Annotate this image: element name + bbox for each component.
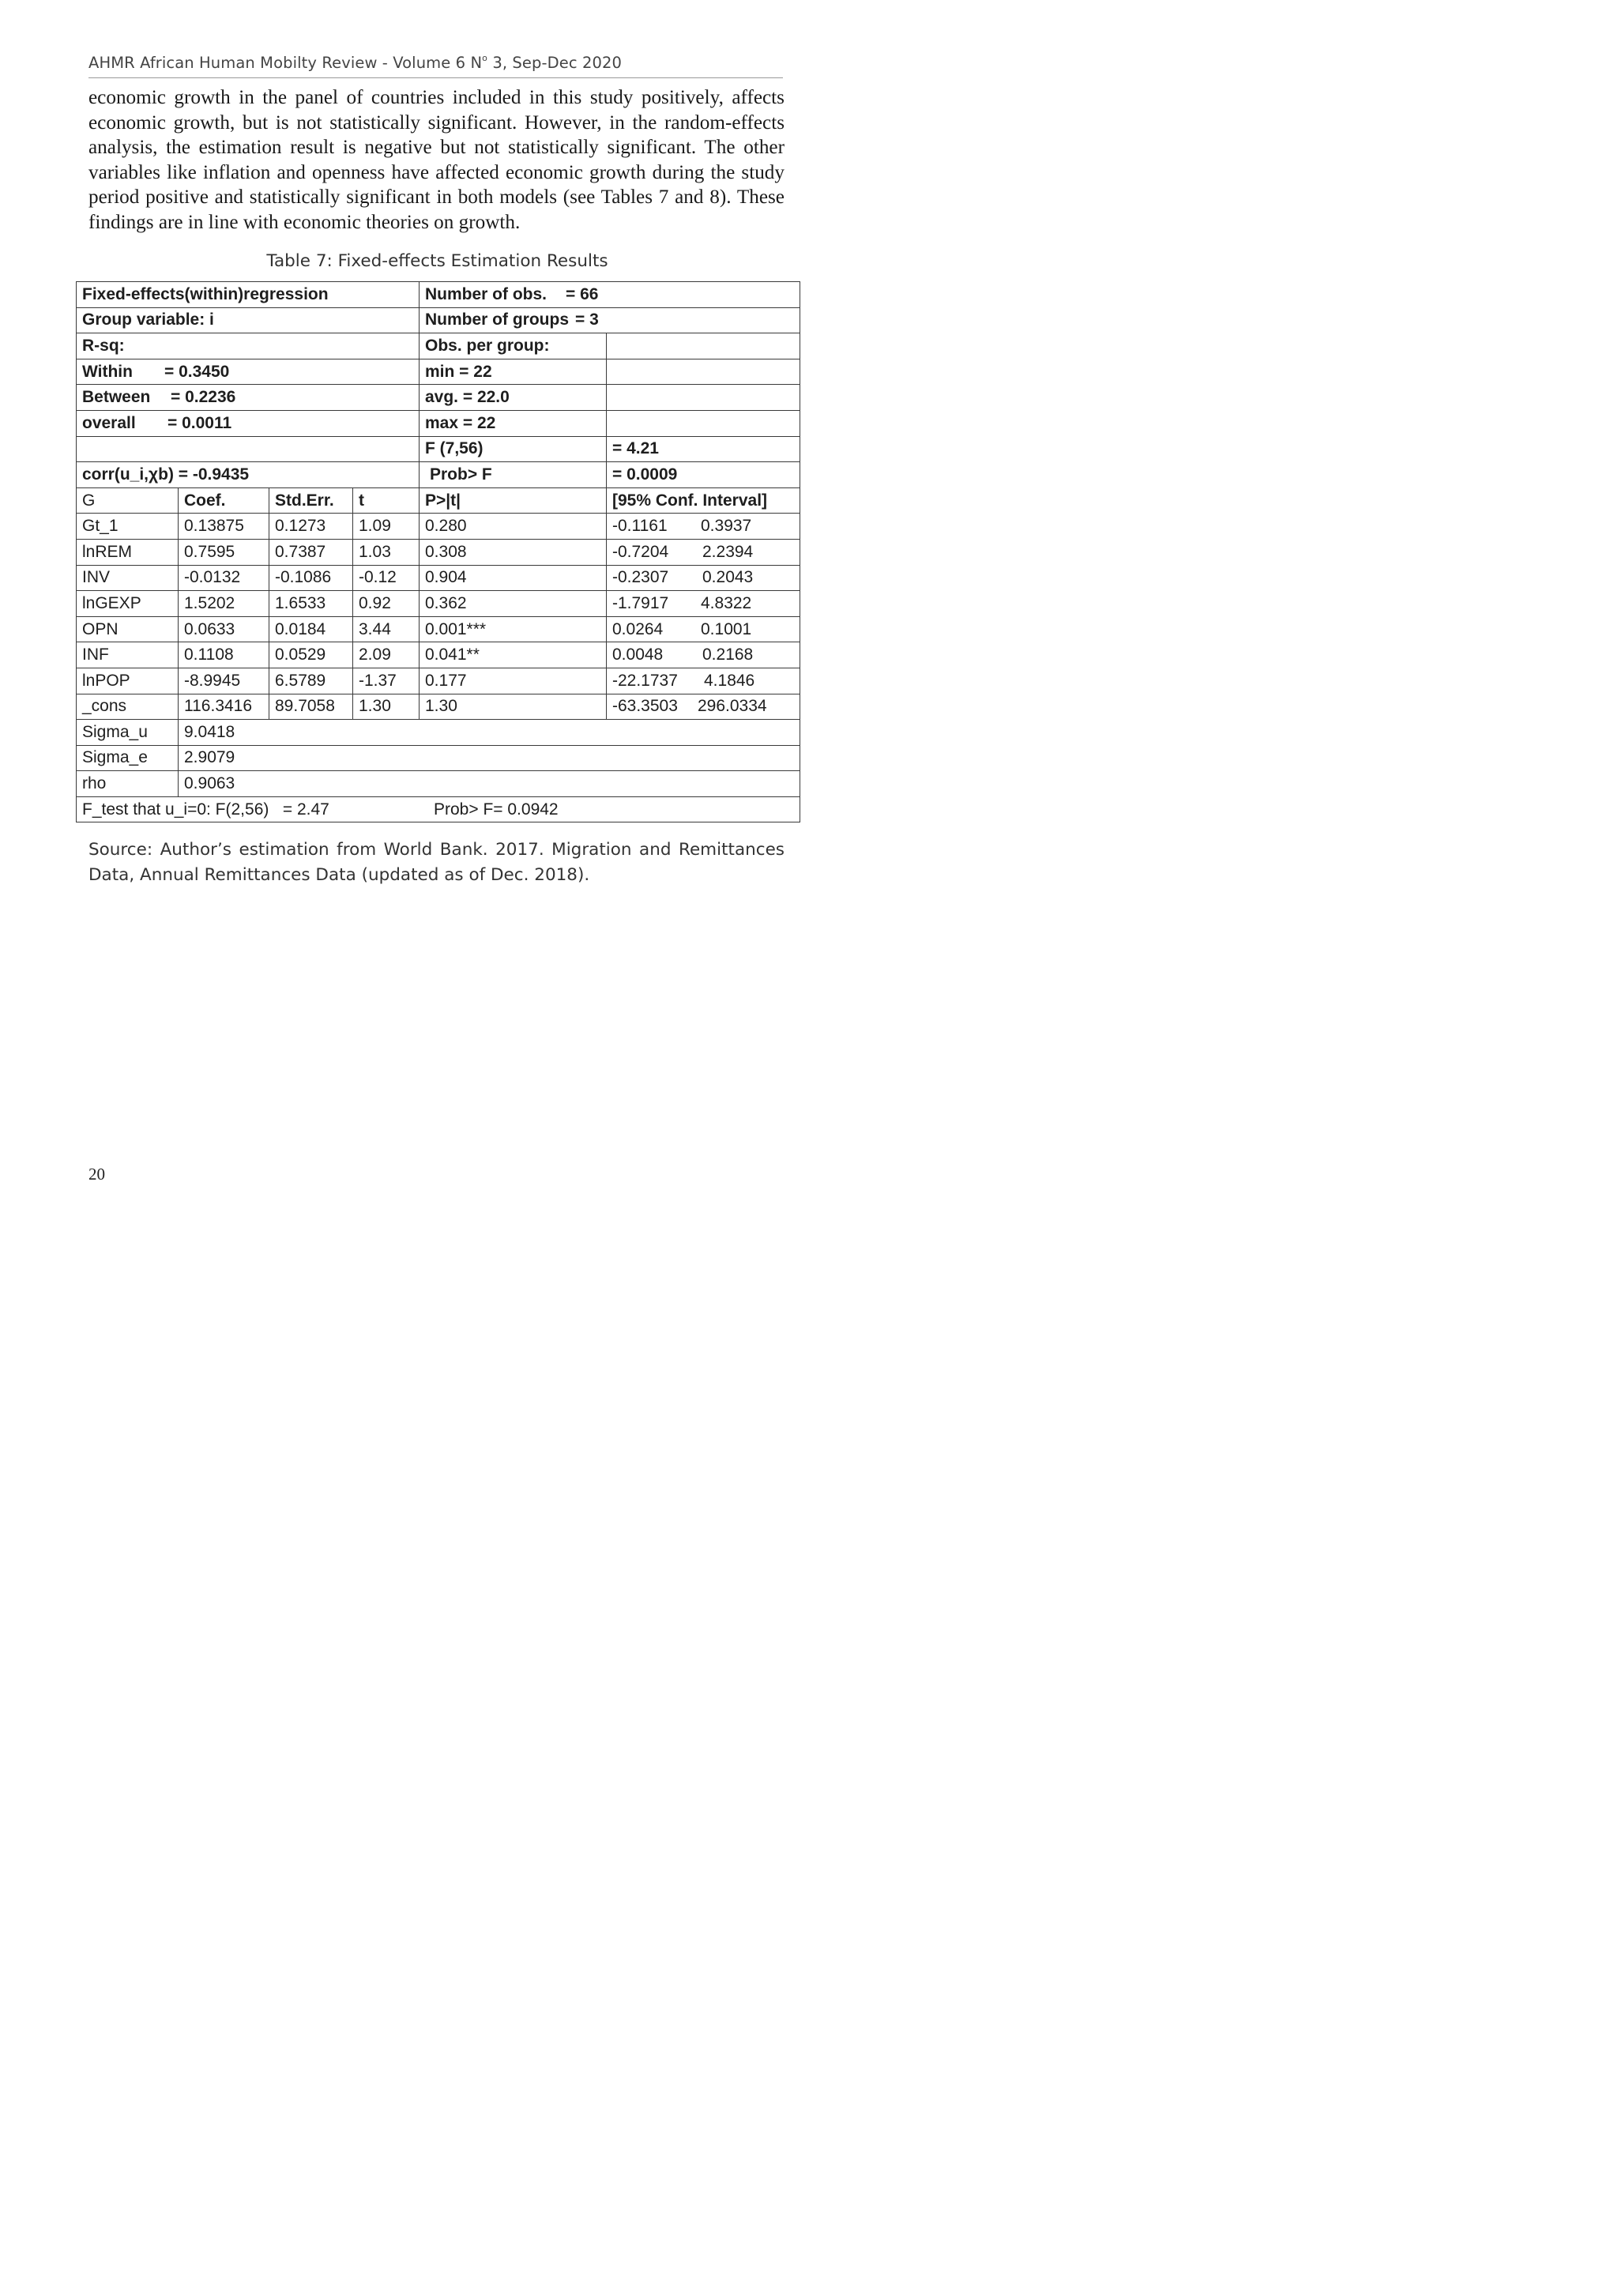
var-name: rho bbox=[77, 771, 179, 797]
table-row bbox=[77, 771, 800, 797]
obs-max: max = 22 bbox=[420, 410, 607, 436]
corr-value: corr(u_i,χb) = -0.9435 bbox=[77, 462, 420, 488]
table-caption: Table 7: Fixed-effects Estimation Results bbox=[266, 251, 608, 271]
num-obs-label: Number of obs. bbox=[425, 284, 547, 303]
var-name: OPN bbox=[77, 616, 179, 642]
col-header-stderr: Std.Err. bbox=[269, 487, 353, 514]
ci-lower: -22.1737 bbox=[612, 671, 678, 690]
p-cell: 0.362 bbox=[420, 591, 607, 617]
ftest-cell bbox=[77, 796, 800, 822]
stderr-cell: 1.6533 bbox=[269, 591, 353, 617]
ci-cell bbox=[607, 668, 800, 694]
obs-avg: avg. = 22.0 bbox=[420, 385, 607, 411]
ci-lower: 0.0264 bbox=[612, 619, 664, 638]
col-header-ci: [95% Conf. Interval] bbox=[607, 487, 800, 514]
var-name: Sigma_e bbox=[77, 745, 179, 771]
ci-cell bbox=[607, 642, 800, 668]
ci-lower: -0.7204 bbox=[612, 542, 669, 561]
ci-upper: 4.1846 bbox=[704, 671, 755, 690]
ftest-row bbox=[77, 796, 800, 822]
num-groups-label: Number of groups bbox=[425, 311, 569, 329]
p-cell: 0.308 bbox=[420, 539, 607, 565]
coef-cell: 0.1108 bbox=[179, 642, 269, 668]
body-paragraph: economic growth in the panel of countries included in this study positively, affects economic growth, but is not statistically significant. However, in the random-effects analysis, the estimation result is negative but not statistically significant. The other variables like inflation and openness have affected economic growth during the study period positive and statistically significant in both models (see Tables 7 and 8). These findings are in line with economic theories on growth. bbox=[88, 87, 785, 233]
ci-upper: 0.3937 bbox=[701, 517, 752, 536]
stderr-cell: 0.1273 bbox=[269, 514, 353, 540]
rho-value: 0.9063 bbox=[179, 771, 800, 797]
ftest-text: F_test that u_i=0: F(2,56) = 2.47 bbox=[82, 800, 329, 819]
empty-cell bbox=[607, 385, 800, 411]
p-cell: 0.904 bbox=[420, 565, 607, 591]
ci-lower: -1.7917 bbox=[612, 593, 669, 612]
t-cell: 3.44 bbox=[353, 616, 420, 642]
num-groups bbox=[420, 307, 800, 333]
var-name: lnPOP bbox=[77, 668, 179, 694]
coef-cell: 116.3416 bbox=[179, 694, 269, 720]
ci-cell bbox=[607, 539, 800, 565]
ci-cell bbox=[607, 514, 800, 540]
table-row bbox=[77, 668, 800, 694]
coef-cell: 0.13875 bbox=[179, 514, 269, 540]
prob-f-label: Prob> F bbox=[420, 462, 607, 488]
prob-f-value: = 0.0009 bbox=[607, 462, 800, 488]
table-row bbox=[77, 514, 800, 540]
table-row bbox=[77, 745, 800, 771]
col-header-var: G bbox=[77, 487, 179, 514]
t-cell: 1.03 bbox=[353, 539, 420, 565]
t-cell: 1.30 bbox=[353, 694, 420, 720]
table-row bbox=[77, 720, 800, 746]
empty-cell bbox=[607, 410, 800, 436]
overall-label: overall bbox=[82, 413, 136, 432]
number-superscript: o bbox=[482, 52, 488, 63]
table-row bbox=[77, 616, 800, 642]
table-row bbox=[77, 642, 800, 668]
within-label: Within bbox=[82, 362, 133, 381]
col-header-p: P>|t| bbox=[420, 487, 607, 514]
p-cell: 0.280 bbox=[420, 514, 607, 540]
obs-per-group-label: Obs. per group: bbox=[420, 333, 607, 359]
summary-row bbox=[77, 333, 800, 359]
within-value: = 0.3450 bbox=[164, 362, 230, 381]
stderr-cell: 89.7058 bbox=[269, 694, 353, 720]
var-name: lnREM bbox=[77, 539, 179, 565]
col-header-coef: Coef. bbox=[179, 487, 269, 514]
summary-row bbox=[77, 282, 800, 308]
p-cell: 0.041** bbox=[420, 642, 607, 668]
empty-cell bbox=[77, 436, 420, 462]
var-name: _cons bbox=[77, 694, 179, 720]
ci-cell bbox=[607, 694, 800, 720]
p-cell: 1.30 bbox=[420, 694, 607, 720]
stderr-cell: 0.0529 bbox=[269, 642, 353, 668]
stderr-cell: 0.7387 bbox=[269, 539, 353, 565]
ci-upper: 296.0334 bbox=[698, 697, 767, 716]
fixed-effects-table bbox=[76, 281, 800, 822]
ci-cell bbox=[607, 616, 800, 642]
stderr-cell: 0.0184 bbox=[269, 616, 353, 642]
coef-cell: 1.5202 bbox=[179, 591, 269, 617]
t-cell: -0.12 bbox=[353, 565, 420, 591]
summary-row bbox=[77, 307, 800, 333]
running-header bbox=[88, 54, 783, 78]
stderr-cell: -0.1086 bbox=[269, 565, 353, 591]
group-variable: Group variable: i bbox=[77, 307, 420, 333]
table-row bbox=[77, 565, 800, 591]
between-value: = 0.2236 bbox=[171, 388, 236, 407]
coef-cell: 0.7595 bbox=[179, 539, 269, 565]
column-header-row bbox=[77, 487, 800, 514]
ci-upper: 4.8322 bbox=[701, 593, 752, 612]
summary-row bbox=[77, 385, 800, 411]
rsq-overall bbox=[77, 410, 420, 436]
table-source-note: Source: Author’s estimation from World Bank. 2017. Migration and Remittances Data, Annual Remittances Data (updated as of Dec. 2018). bbox=[88, 840, 785, 885]
stderr-cell: 6.5789 bbox=[269, 668, 353, 694]
between-label: Between bbox=[82, 388, 151, 407]
ci-upper: 0.2043 bbox=[702, 568, 754, 587]
sigma-u-value: 9.0418 bbox=[179, 720, 800, 746]
rsq-between bbox=[77, 385, 420, 411]
table-row bbox=[77, 694, 800, 720]
coef-cell: 0.0633 bbox=[179, 616, 269, 642]
regression-title: Fixed-effects(within)regression bbox=[77, 282, 420, 308]
ftest-prob: Prob> F= 0.0942 bbox=[434, 800, 559, 819]
var-name: INF bbox=[77, 642, 179, 668]
var-name: Gt_1 bbox=[77, 514, 179, 540]
ci-lower: -63.3503 bbox=[612, 697, 678, 716]
issue-number-sign bbox=[470, 54, 487, 72]
page-number: 20 bbox=[88, 1165, 105, 1184]
t-cell: 0.92 bbox=[353, 591, 420, 617]
p-cell: 0.001*** bbox=[420, 616, 607, 642]
ci-cell bbox=[607, 591, 800, 617]
coef-cell: -8.9945 bbox=[179, 668, 269, 694]
var-name: lnGEXP bbox=[77, 591, 179, 617]
num-obs-value: = 66 bbox=[566, 284, 599, 303]
sigma-e-value: 2.9079 bbox=[179, 745, 800, 771]
empty-cell bbox=[607, 359, 800, 385]
table-row bbox=[77, 591, 800, 617]
t-cell: 2.09 bbox=[353, 642, 420, 668]
coef-cell: -0.0132 bbox=[179, 565, 269, 591]
ci-cell bbox=[607, 565, 800, 591]
ci-lower: 0.0048 bbox=[612, 646, 664, 664]
journal-name: AHMR African Human Mobilty Review - Volume 6 bbox=[88, 54, 466, 72]
col-header-t: t bbox=[353, 487, 420, 514]
p-cell: 0.177 bbox=[420, 668, 607, 694]
ci-upper: 0.2168 bbox=[702, 646, 754, 664]
t-cell: 1.09 bbox=[353, 514, 420, 540]
empty-cell bbox=[607, 333, 800, 359]
var-name: INV bbox=[77, 565, 179, 591]
f-stat-label: F (7,56) bbox=[420, 436, 607, 462]
num-groups-value: = 3 bbox=[575, 311, 599, 329]
ci-lower: -0.2307 bbox=[612, 568, 669, 587]
number-sign: N bbox=[470, 54, 483, 72]
summary-row bbox=[77, 410, 800, 436]
summary-row bbox=[77, 462, 800, 488]
issue-info: 3, Sep-Dec 2020 bbox=[492, 54, 622, 72]
ci-upper: 2.2394 bbox=[702, 542, 754, 561]
t-cell: -1.37 bbox=[353, 668, 420, 694]
summary-row bbox=[77, 436, 800, 462]
rsq-within bbox=[77, 359, 420, 385]
table-row bbox=[77, 539, 800, 565]
obs-min: min = 22 bbox=[420, 359, 607, 385]
rsq-label: R-sq: bbox=[77, 333, 420, 359]
var-name: Sigma_u bbox=[77, 720, 179, 746]
ci-lower: -0.1161 bbox=[612, 517, 668, 536]
ci-upper: 0.1001 bbox=[701, 619, 752, 638]
summary-row bbox=[77, 359, 800, 385]
overall-value: = 0.0011 bbox=[167, 413, 232, 432]
num-obs bbox=[420, 282, 800, 308]
f-stat-value: = 4.21 bbox=[607, 436, 800, 462]
